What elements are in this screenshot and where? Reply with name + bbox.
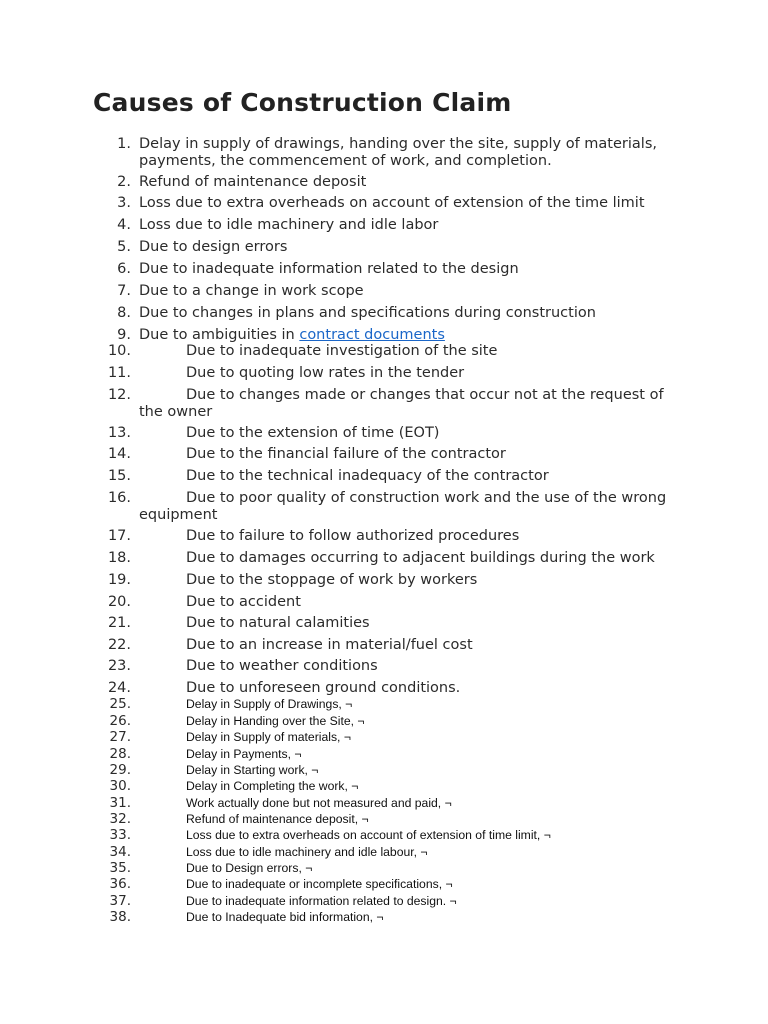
item-number: 23. bbox=[107, 658, 131, 674]
item-number: 20. bbox=[107, 594, 131, 610]
item-text-content: Due to inadequate investigation of the site bbox=[186, 343, 498, 359]
item-text-content: Due to weather conditions bbox=[186, 658, 378, 674]
page-title: Causes of Construction Claim bbox=[93, 88, 512, 117]
item-text: Delay in Handing over the Site, ¬ bbox=[186, 714, 365, 728]
item-text-content: Due to the extension of time (EOT) bbox=[186, 425, 440, 441]
item-text-content: Due to the technical inadequacy of the contractor bbox=[186, 468, 549, 484]
item-text: Loss due to idle machinery and idle labor bbox=[139, 217, 439, 233]
item-number: 4. bbox=[117, 217, 131, 233]
item-number: 11. bbox=[107, 365, 131, 381]
item-number: 30. bbox=[109, 778, 131, 794]
item-text: Due to inadequate information related to design. ¬ bbox=[186, 894, 457, 908]
item-text: Due to inadequate information related to the design bbox=[139, 261, 519, 277]
item-text: Delay in Payments, ¬ bbox=[186, 747, 302, 761]
item-number: 6. bbox=[117, 261, 131, 277]
item-number: 8. bbox=[117, 305, 131, 321]
item-text bbox=[139, 490, 684, 523]
item-text-content: Due to damages occurring to adjacent buildings during the work bbox=[186, 550, 655, 566]
item-text-content: Due to the stoppage of work by workers bbox=[186, 572, 478, 588]
item-number: 7. bbox=[117, 283, 131, 299]
item-text bbox=[139, 594, 684, 611]
item-number: 3. bbox=[117, 195, 131, 211]
item-text-content: Due to an increase in material/fuel cost bbox=[186, 637, 473, 653]
item-text: Due to a change in work scope bbox=[139, 283, 364, 299]
item-number: 38. bbox=[109, 909, 131, 925]
item-number: 5. bbox=[117, 239, 131, 255]
item-number: 34. bbox=[109, 844, 131, 860]
item-text-content: Due to accident bbox=[186, 594, 301, 610]
item-number: 22. bbox=[107, 637, 131, 653]
item-number: 31. bbox=[109, 795, 131, 811]
item-text bbox=[139, 387, 684, 420]
item-text-content: Due to failure to follow authorized procedures bbox=[186, 528, 520, 544]
item-number: 15. bbox=[107, 468, 131, 484]
item-number: 19. bbox=[107, 572, 131, 588]
item-number: 26. bbox=[109, 713, 131, 729]
item-text-content: Due to changes made or changes that occur not at the request of the owner bbox=[139, 387, 664, 420]
item-number: 28. bbox=[109, 746, 131, 762]
item-text-before-link: Due to ambiguities in bbox=[139, 327, 300, 343]
item-text bbox=[139, 425, 684, 442]
item-text: Due to inadequate or incomplete specifications, ¬ bbox=[186, 877, 453, 891]
item-number: 12. bbox=[107, 387, 131, 403]
item-number: 33. bbox=[109, 827, 131, 843]
item-number: 35. bbox=[109, 860, 131, 876]
item-text-content: Due to poor quality of construction work and the use of the wrong equipment bbox=[139, 490, 667, 523]
item-text: Delay in Supply of Drawings, ¬ bbox=[186, 697, 353, 711]
item-text: Refund of maintenance deposit, ¬ bbox=[186, 812, 369, 826]
item-text bbox=[139, 550, 684, 567]
item-text: Loss due to extra overheads on account of extension of the time limit bbox=[139, 195, 645, 211]
item-number: 1. bbox=[117, 136, 131, 152]
item-number: 13. bbox=[107, 425, 131, 441]
item-text: Loss due to extra overheads on account of extension of time limit, ¬ bbox=[186, 828, 551, 842]
item-text-content: Due to the financial failure of the contractor bbox=[186, 446, 506, 462]
item-number: 2. bbox=[117, 174, 131, 190]
item-number: 25. bbox=[109, 696, 131, 712]
item-text: Due to Design errors, ¬ bbox=[186, 861, 313, 875]
item-text bbox=[139, 658, 684, 675]
item-number: 9. bbox=[117, 327, 131, 343]
item-number: 37. bbox=[109, 893, 131, 909]
item-number: 18. bbox=[107, 550, 131, 566]
contract-documents-link[interactable]: contract documents bbox=[299, 327, 445, 343]
item-number: 36. bbox=[109, 876, 131, 892]
item-number: 16. bbox=[107, 490, 131, 506]
item-number: 29. bbox=[109, 762, 131, 778]
item-text-content: Due to quoting low rates in the tender bbox=[186, 365, 465, 381]
item-number: 21. bbox=[107, 615, 131, 631]
item-number: 10. bbox=[107, 343, 131, 359]
item-text-content: Due to unforeseen ground conditions. bbox=[186, 680, 461, 696]
item-text: Due to changes in plans and specifications during construction bbox=[139, 305, 596, 321]
item-text bbox=[139, 446, 684, 463]
item-number: 17. bbox=[107, 528, 131, 544]
item-text bbox=[139, 327, 684, 344]
item-text bbox=[139, 615, 684, 632]
item-text: Work actually done but not measured and paid, ¬ bbox=[186, 796, 452, 810]
item-number: 27. bbox=[109, 729, 131, 745]
item-text: Refund of maintenance deposit bbox=[139, 174, 367, 190]
item-text bbox=[139, 528, 684, 545]
item-number: 32. bbox=[109, 811, 131, 827]
item-text bbox=[139, 343, 684, 360]
item-text: Loss due to idle machinery and idle labour, ¬ bbox=[186, 845, 428, 859]
item-text: Due to Inadequate bid information, ¬ bbox=[186, 910, 384, 924]
item-number: 24. bbox=[107, 680, 131, 696]
item-text bbox=[139, 572, 684, 589]
item-text: Due to design errors bbox=[139, 239, 288, 255]
item-text bbox=[139, 680, 684, 697]
item-text: Delay in Completing the work, ¬ bbox=[186, 779, 359, 793]
item-text-content: Due to natural calamities bbox=[186, 615, 370, 631]
item-text: Delay in supply of drawings, handing over the site, supply of materials, payments, the commencement of work, and completion. bbox=[139, 136, 657, 169]
item-text bbox=[139, 637, 684, 654]
item-text bbox=[139, 365, 684, 382]
item-number: 14. bbox=[107, 446, 131, 462]
item-text: Delay in Supply of materials, ¬ bbox=[186, 730, 351, 744]
item-text: Delay in Starting work, ¬ bbox=[186, 763, 319, 777]
item-text bbox=[139, 468, 684, 485]
